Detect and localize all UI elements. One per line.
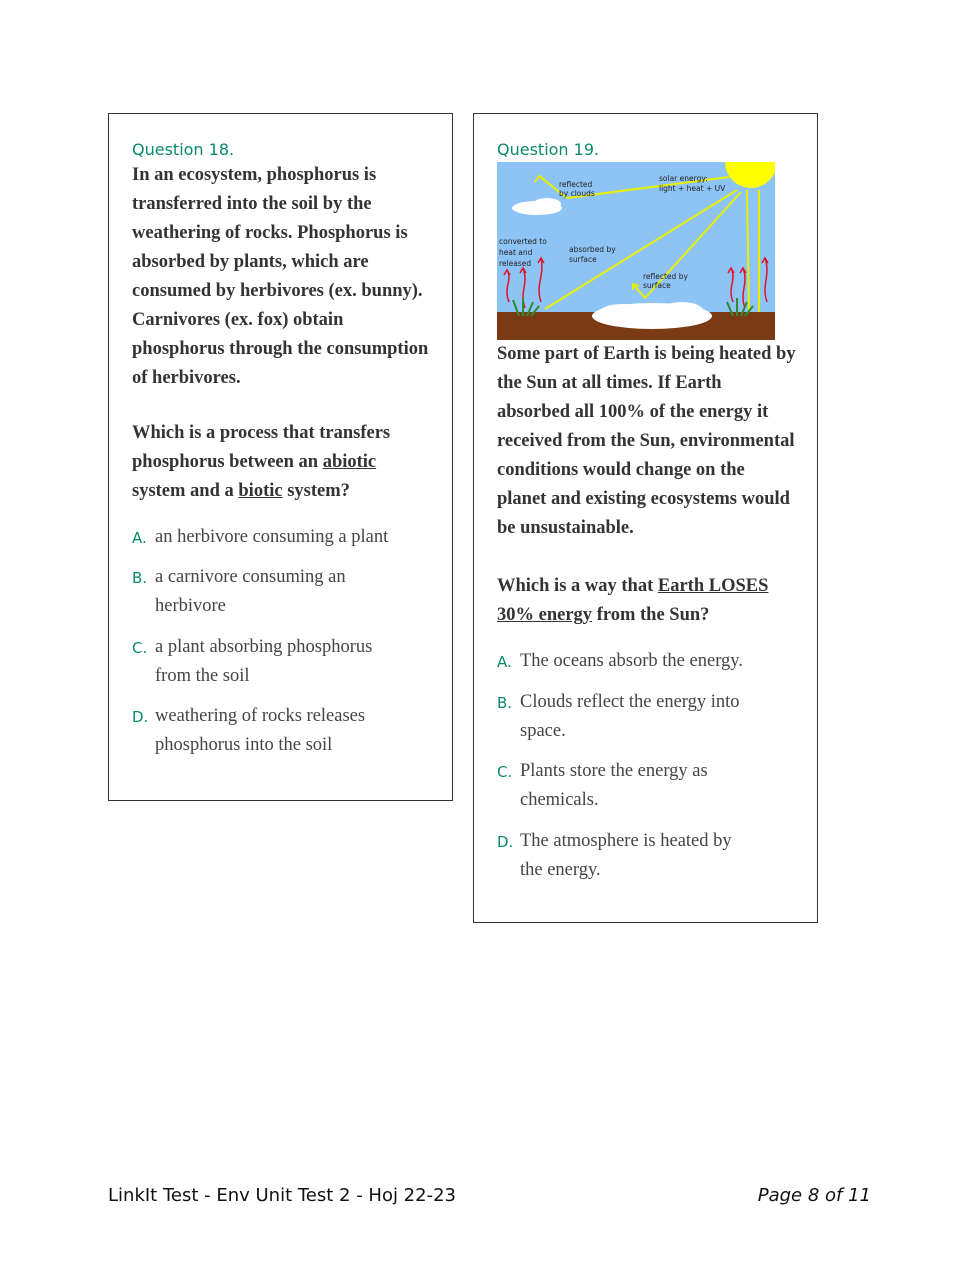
option-letter: D. — [497, 833, 514, 851]
answer-option-c[interactable] — [497, 762, 730, 820]
diagram-label: reflected by — [643, 272, 688, 281]
option-letter: A. — [497, 653, 512, 671]
answer-option-c[interactable] — [132, 638, 395, 696]
footer-test-name: LinkIt Test - Env Unit Test 2 - Hoj 22-23 — [108, 1185, 456, 1206]
option-text: an herbivore consuming a plant — [155, 527, 389, 547]
option-text: The atmosphere is heated by the energy. — [520, 831, 732, 880]
option-letter: B. — [132, 569, 148, 587]
diagram-label: solar energy: — [659, 174, 708, 183]
question-title: Question 19. — [497, 140, 600, 159]
question-prompt: Which is a way that Earth LOSES 30% energy from the Sun? — [497, 576, 769, 625]
answer-option-d[interactable] — [497, 832, 745, 890]
diagram-label: reflected — [559, 180, 593, 189]
question-title: Question 18. — [132, 140, 235, 159]
diagram-label: by clouds — [559, 189, 595, 198]
answer-option-d[interactable] — [132, 707, 390, 765]
diagram-label: light + heat + UV — [659, 184, 726, 193]
surface-cloud-icon — [592, 302, 712, 329]
option-text: a carnivore consuming an herbivore — [155, 567, 346, 616]
question-passage: Some part of Earth is being heated by the Sun at all times. If Earth absorbed all 100% of the energy it received from the Sun, environmental conditions would change on the planet and existing ecosystems would be unsustainable. — [497, 344, 796, 538]
diagram-label: surface — [569, 255, 597, 264]
option-letter: B. — [497, 694, 513, 712]
answer-option-b[interactable] — [497, 693, 755, 751]
option-letter: A. — [132, 529, 147, 547]
question-prompt: Which is a process that transfers phosphorus between an abiotic system and a biotic system? — [132, 423, 391, 501]
answer-option-a[interactable] — [132, 528, 405, 557]
earth-energy-diagram — [497, 162, 775, 340]
diagram-label: released — [499, 259, 532, 268]
diagram-label: heat and — [499, 248, 533, 257]
answer-option-b[interactable] — [132, 568, 360, 626]
underlined-term: abiotic — [322, 452, 377, 472]
option-text: Plants store the energy as chemicals. — [520, 761, 708, 810]
answer-option-a[interactable] — [497, 652, 770, 681]
question-18-card — [108, 113, 453, 801]
option-text: weathering of rocks releases phosphorus into the soil — [155, 706, 366, 755]
option-letter: D. — [132, 708, 149, 726]
underlined-term: biotic — [238, 481, 283, 501]
diagram-label: converted to — [499, 237, 547, 246]
option-letter: C. — [497, 763, 513, 781]
question-19-card — [473, 113, 818, 923]
option-text: The oceans absorb the energy. — [520, 651, 743, 671]
option-text: Clouds reflect the energy into space. — [520, 692, 740, 741]
diagram-label: absorbed by — [569, 245, 616, 254]
option-letter: C. — [132, 639, 148, 657]
underlined-term: Earth LOSES 30% energy — [497, 576, 769, 625]
option-text: a plant absorbing phosphorus from the soil — [155, 637, 373, 686]
footer-page-number: Page 8 of 11 — [757, 1185, 871, 1206]
diagram-label: surface — [643, 281, 671, 290]
question-passage: In an ecosystem, phosphorus is transferred into the soil by the weathering of rocks. Phosphorus is absorbed by plants, which are consumed by herbivores (ex. bunny). Carnivores (ex. fox) obtain phosphorus through the consumption of herbivores. — [132, 165, 429, 388]
